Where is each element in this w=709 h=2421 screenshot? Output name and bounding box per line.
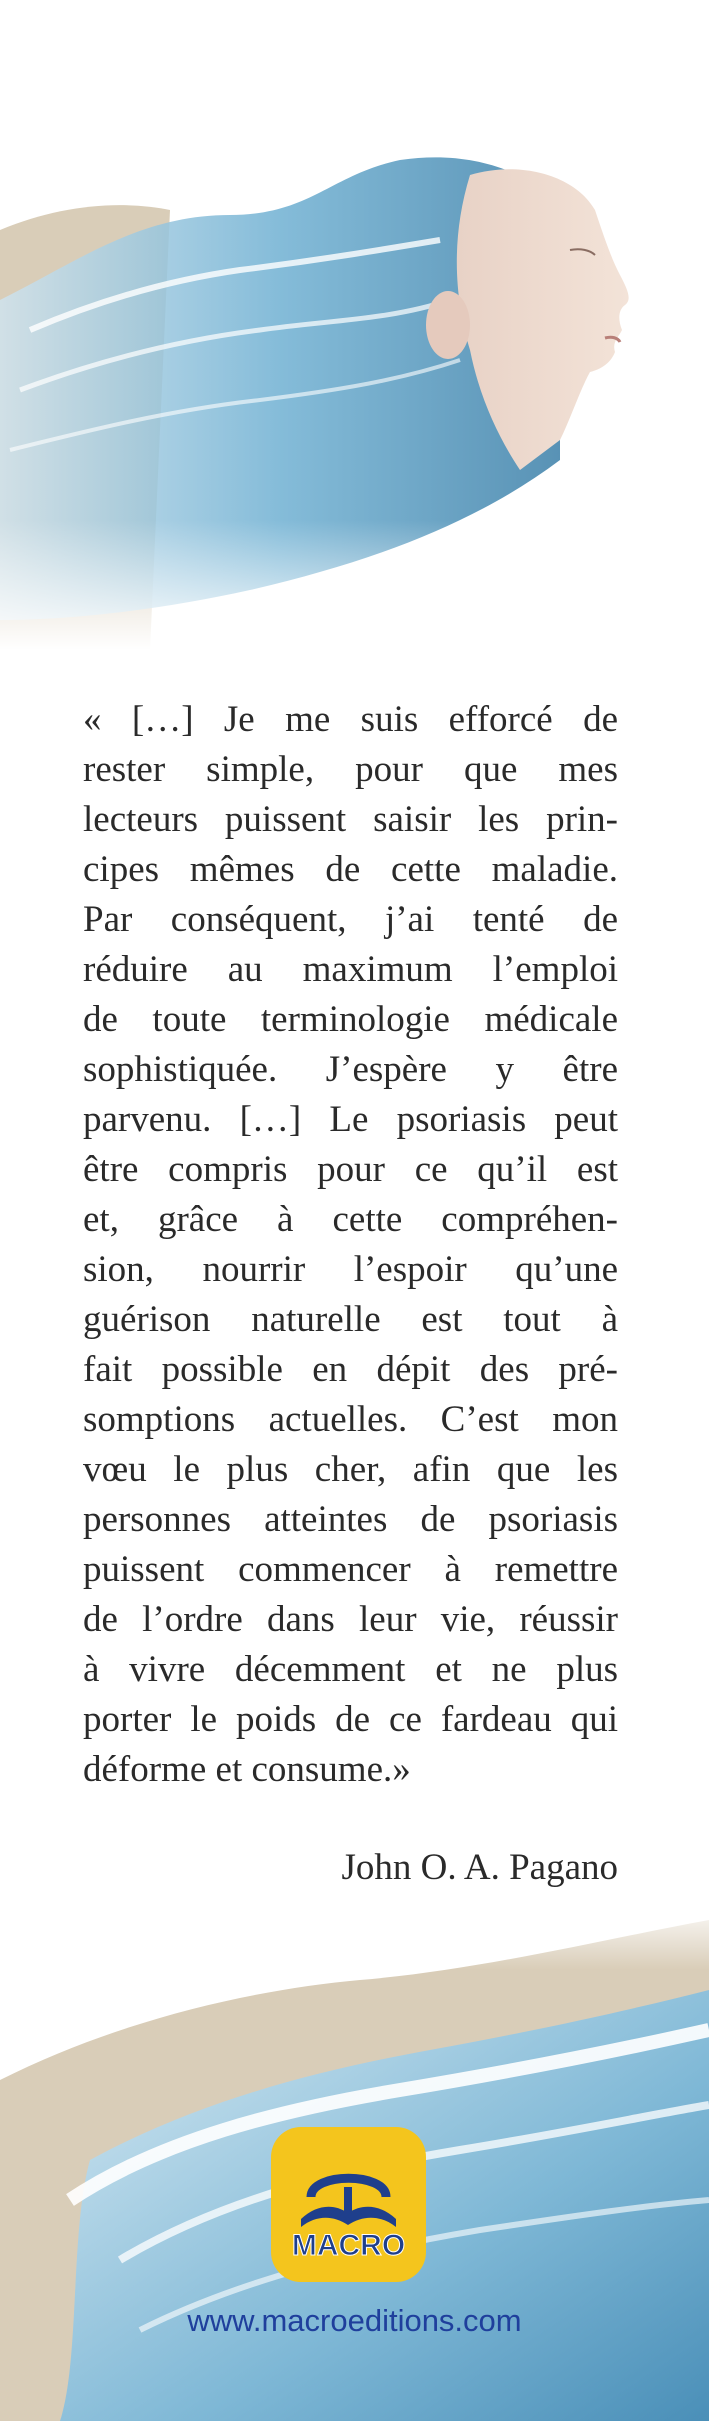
quote-line: cipes mêmes de cette maladie. — [83, 849, 618, 890]
logo-text: MACRO — [291, 2229, 406, 2262]
quote-author: John O. A. Pagano — [341, 1847, 618, 1888]
quote-line: être compris pour ce qu’il est — [83, 1149, 618, 1190]
quote-line: et, grâce à cette compréhen- — [83, 1199, 618, 1240]
quote-line: guérison naturelle est tout à — [83, 1299, 618, 1340]
quote-line: puissent commencer à remettre — [83, 1549, 618, 1590]
quote-line: « […] Je me suis efforcé de — [83, 699, 618, 740]
quote-line: déforme et consume.» — [83, 1749, 411, 1790]
quote-line: sion, nourrir l’espoir qu’une — [83, 1249, 618, 1290]
quote-line: porter le poids de ce fardeau qui — [83, 1699, 618, 1740]
quote-line: sophistiquée. J’espère y être — [83, 1049, 618, 1090]
quote-line: Par conséquent, j’ai tenté de — [83, 899, 618, 940]
quote-line: à vivre décemment et ne plus — [83, 1649, 618, 1690]
quote-line: lecteurs puissent saisir les prin- — [83, 799, 618, 840]
website-url[interactable]: www.macroeditions.com — [187, 2303, 522, 2338]
quote-line: personnes atteintes de psoriasis — [83, 1499, 618, 1540]
quote-line: parvenu. […] Le psoriasis peut — [83, 1099, 618, 1140]
quote-line: de toute terminologie médicale — [83, 999, 618, 1040]
quote-block — [83, 695, 618, 1795]
quote-line: fait possible en dépit des pré- — [83, 1349, 618, 1390]
website-link[interactable] — [0, 2303, 709, 2339]
quote-line: réduire au maximum l’emploi — [83, 949, 618, 990]
quote-line: de l’ordre dans leur vie, réussir — [83, 1599, 618, 1640]
quote-line: somptions actuelles. C’est mon — [83, 1399, 618, 1440]
quote-line: rester simple, pour que mes — [83, 749, 618, 790]
macro-logo[interactable] — [271, 2127, 426, 2282]
header-illustration — [0, 0, 709, 650]
quote-line: vœu le plus cher, afin que les — [83, 1449, 618, 1490]
